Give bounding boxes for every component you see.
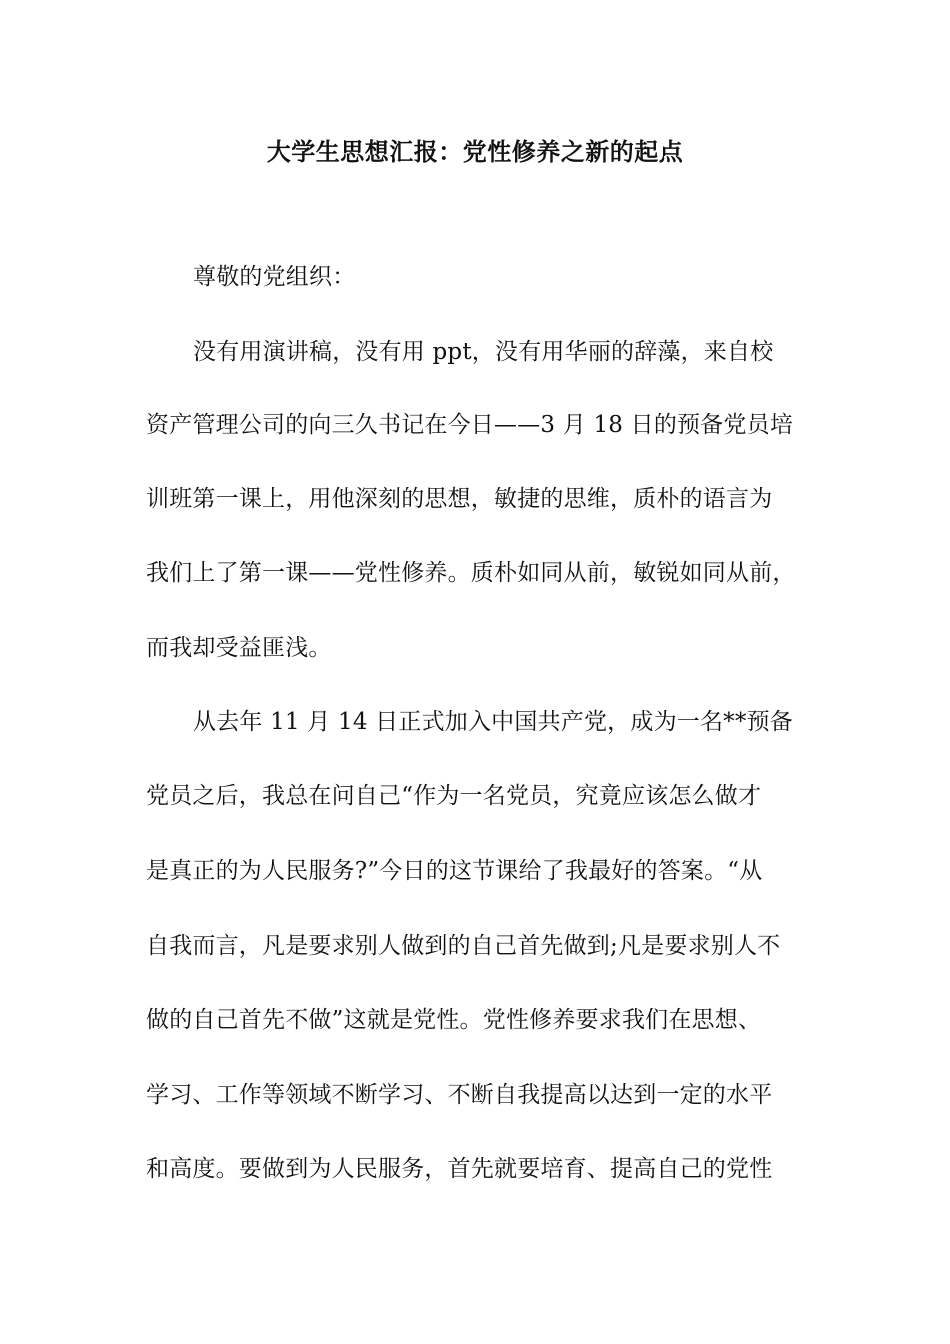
paragraph-2-line-4: 自我而言，凡是要求别人做到的自己首先做到;凡是要求别人不	[146, 933, 781, 959]
paragraph-1-line-5: 而我却受益匪浅。	[146, 635, 332, 661]
paragraph-2-line-5: 做的自己首先不做”这就是党性。党性修养要求我们在思想、	[146, 1007, 762, 1033]
paragraph-2-line-2: 党员之后，我总在问自己“作为一名党员，究竟应该怎么做才	[146, 783, 762, 809]
paragraph-2-line-1: 从去年 11 月 14 日正式加入中国共产党，成为一名**预备	[193, 709, 793, 735]
paragraph-2-line-7: 和高度。要做到为人民服务，首先就要培育、提高自己的党性	[146, 1156, 773, 1182]
document-title: 大学生思想汇报：党性修养之新的起点	[266, 138, 684, 166]
paragraph-1-line-2: 资产管理公司的向三久书记在今日——3 月 18 日的预备党员培	[146, 412, 794, 438]
paragraph-1-line-3: 训班第一课上，用他深刻的思想，敏捷的思维，质朴的语言为	[146, 486, 773, 512]
paragraph-2-line-6: 学习、工作等领域不断学习、不断自我提高以达到一定的水平	[146, 1082, 773, 1108]
paragraph-1-line-1: 没有用演讲稿，没有用 ppt，没有用华丽的辞藻，来自校	[193, 339, 774, 365]
salutation-line: 尊敬的党组织：	[193, 264, 356, 290]
paragraph-2-line-3: 是真正的为人民服务?”今日的这节课给了我最好的答案。“从	[146, 858, 763, 884]
paragraph-1-line-4: 我们上了第一课——党性修养。质朴如同从前，敏锐如同从前，	[146, 560, 796, 586]
